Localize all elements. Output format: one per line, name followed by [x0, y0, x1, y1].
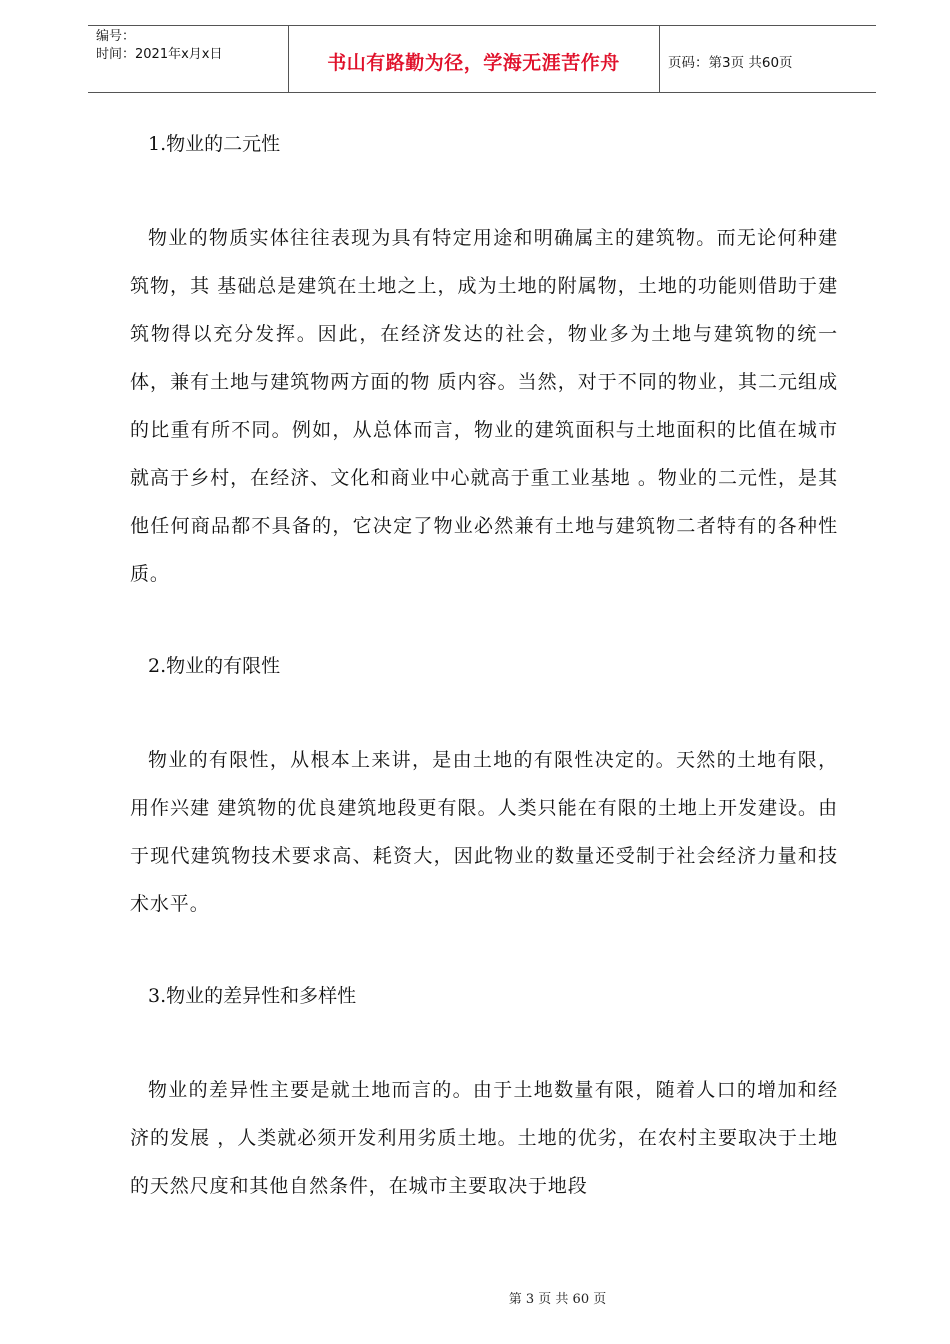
document-body: [130, 120, 838, 1210]
serial-label: 编号：: [96, 29, 136, 44]
page-footer: 第 3 页 共 60 页: [508, 1292, 607, 1307]
section-duality: [130, 120, 838, 642]
time-label: 时间：2021年x月x日: [96, 47, 223, 62]
section-heading: 2.物业的有限性: [148, 655, 281, 677]
section-paragraph: 物业的有限性，从根本上来讲，是由土地的有限性决定的。天然的土地有限，用作兴建 建筑物的优良建筑地段更有限。人类只能在有限的土地上开发建设。由于现代建筑物技术要求高、耗资大，因此物业的数量还受制于社会经济力量和技术水平。: [130, 749, 838, 915]
section-heading: 1.物业的二元性: [148, 133, 281, 155]
header-divider-right: [659, 26, 660, 92]
section-paragraph: 物业的差异性主要是就土地而言的。由于土地数量有限，随着人口的增加和经济的发展 ，人类就必须开发利用劣质土地。土地的优劣，在农村主要取决于土地的天然尺度和其他自然条件，在城市主要取决于地段: [130, 1079, 838, 1197]
header-meta: [96, 28, 222, 64]
page-header: [88, 25, 876, 93]
section-limitedness: [130, 642, 838, 972]
section-heading: 3.物业的差异性和多样性: [148, 985, 357, 1007]
header-motto: 书山有路勤为径，学海无涯苦作舟: [327, 52, 620, 74]
section-diversity: [130, 972, 838, 1210]
section-paragraph: 物业的物质实体往往表现为具有特定用途和明确属主的建筑物。而无论何种建筑物，其 基础总是建筑在土地之上，成为土地的附属物，土地的功能则借助于建筑物得以充分发挥。因此，在经济发达的社会，物业多为土地与建筑物的统一体，兼有土地与建筑物两方面的物 质内容。当然，对于不同的物业，其二元组成的比重有所不同。例如，从总体而言，物业的建筑面积与土地面积的比值在城市就高于乡村，在经济、文化和商业中心就高于重工业基地 。物业的二元性，是其他任何商品都不具备的，它决定了物业必然兼有土地与建筑物二者特有的各种性质。: [130, 227, 838, 585]
header-page-info: 页码：第3页 共60页: [668, 55, 793, 71]
